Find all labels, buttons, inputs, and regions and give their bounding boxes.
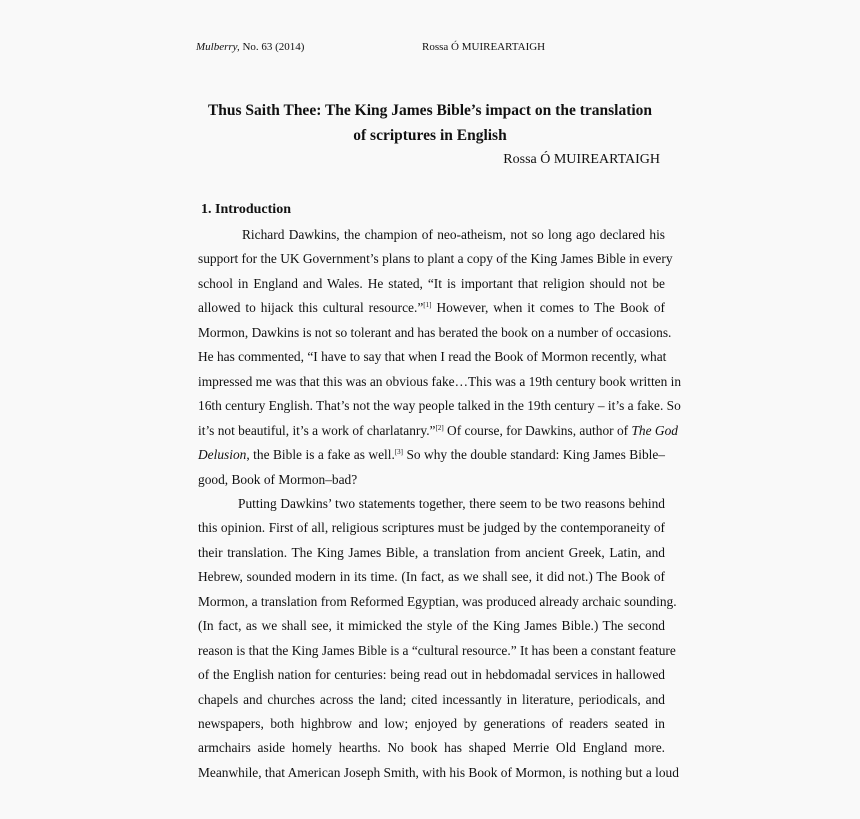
- text-segment: allowed to hijack this cultural resource.”: [198, 300, 424, 316]
- text-line: [198, 617, 665, 635]
- text-segment: this opinion. First of all, religious scriptures must be judged by the contemporaneity of: [198, 520, 665, 536]
- footnote-ref: [3]: [394, 448, 403, 457]
- text-line: [198, 275, 665, 293]
- author-name: Rossa Ó MUIREARTAIGH: [503, 152, 660, 167]
- text-segment: their translation. The King James Bible, a translation from ancient Greek, Latin, and: [198, 544, 665, 560]
- text-segment: of the English nation for centuries: being read out in hebdomadal services in hallowed: [198, 667, 665, 683]
- text-line: [198, 446, 665, 464]
- footnote-ref: [1]: [423, 301, 432, 310]
- text-line: [198, 544, 665, 562]
- text-segment: chapels and churches across the land; cited incessantly in literature, periodicals, and: [198, 691, 665, 707]
- running-header-journal: [196, 41, 304, 53]
- text-segment: Meanwhile, that American Joseph Smith, with his Book of Mormon, is nothing but a loud: [198, 764, 679, 780]
- running-header-author: Rossa Ó MUIREARTAIGH: [422, 41, 546, 53]
- text-segment: newspapers, both highbrow and low; enjoyed by generations of readers seated in: [198, 716, 665, 731]
- text-line: [198, 250, 673, 268]
- text-segment: impressed me was that this was an obvious fake…This was a 19th century book written in: [198, 373, 682, 389]
- text-line: [198, 691, 665, 709]
- text-segment: armchairs aside homely hearths. No book has shaped Merrie Old England more.: [198, 740, 665, 756]
- text-segment: Mormon, a translation from Reformed Egyptian, was produced already archaic sounding.: [198, 593, 677, 609]
- text-line: [198, 642, 676, 660]
- text-segment: school in England and Wales. He stated, “It is important that religion should not be: [198, 275, 665, 291]
- text-line: [198, 739, 665, 757]
- text-line: [238, 495, 665, 513]
- text-segment: 16th century English. That’s not the way people talked in the 19th century – it’s a fake. So: [198, 398, 681, 414]
- title-line-2: of scriptures in English: [353, 127, 507, 144]
- text-segment: (In fact, as we shall see, it mimicked the style of the King James Bible.) The second: [198, 618, 665, 634]
- text-line: [198, 593, 677, 611]
- text-segment: He has commented, “I have to say that when I read the Book of Mormon recently, what: [198, 349, 667, 365]
- text-line: [198, 666, 665, 684]
- text-line: [198, 471, 357, 489]
- journal-issue: No. 63 (2014): [239, 41, 305, 53]
- text-segment: So why the double standard: King James Bible–: [402, 447, 666, 463]
- text-line: [242, 226, 665, 244]
- text-line: [198, 299, 665, 317]
- text-line: [198, 519, 665, 537]
- text-line: [198, 373, 681, 391]
- text-segment: The God: [631, 422, 678, 438]
- text-segment: Delusion: [198, 447, 247, 463]
- text-segment: Hebrew, sounded modern in its time. (In fact, as we shall see, it did not.) The Book of: [198, 569, 665, 585]
- text-segment: Richard Dawkins, the champion of neo-atheism, not so long ago declared his: [242, 227, 665, 242]
- text-segment: Of course, for Dawkins, author of: [443, 422, 632, 438]
- text-line: [198, 348, 666, 366]
- text-line: [198, 422, 678, 440]
- text-segment: it’s not beautiful, it’s a work of charlatanry.”: [198, 422, 436, 438]
- text-line: [198, 715, 665, 733]
- journal-name: Mulberry,: [196, 41, 240, 53]
- title-line-1: Thus Saith Thee: The King James Bible’s impact on the translation: [207, 102, 653, 119]
- text-line: [198, 324, 671, 342]
- text-line: [198, 764, 679, 782]
- section-heading: 1. Introduction: [201, 202, 291, 217]
- text-segment: good, Book of Mormon–bad?: [198, 471, 358, 487]
- text-segment: However, when it comes to The Book of: [431, 300, 665, 316]
- text-segment: , the Bible is a fake as well.: [246, 447, 395, 463]
- text-segment: reason is that the King James Bible is a “cultural resource.” It has been a constant feature: [198, 642, 676, 658]
- text-segment: Putting Dawkins’ two statements together, there seem to be two reasons behind: [238, 495, 665, 511]
- text-line: [198, 568, 665, 586]
- text-line: [198, 397, 681, 415]
- footnote-ref: [2]: [435, 423, 444, 432]
- text-segment: Mormon, Dawkins is not so tolerant and has berated the book on a number of occasions.: [198, 324, 672, 340]
- text-segment: support for the UK Government’s plans to plant a copy of the King James Bible in every: [198, 251, 673, 267]
